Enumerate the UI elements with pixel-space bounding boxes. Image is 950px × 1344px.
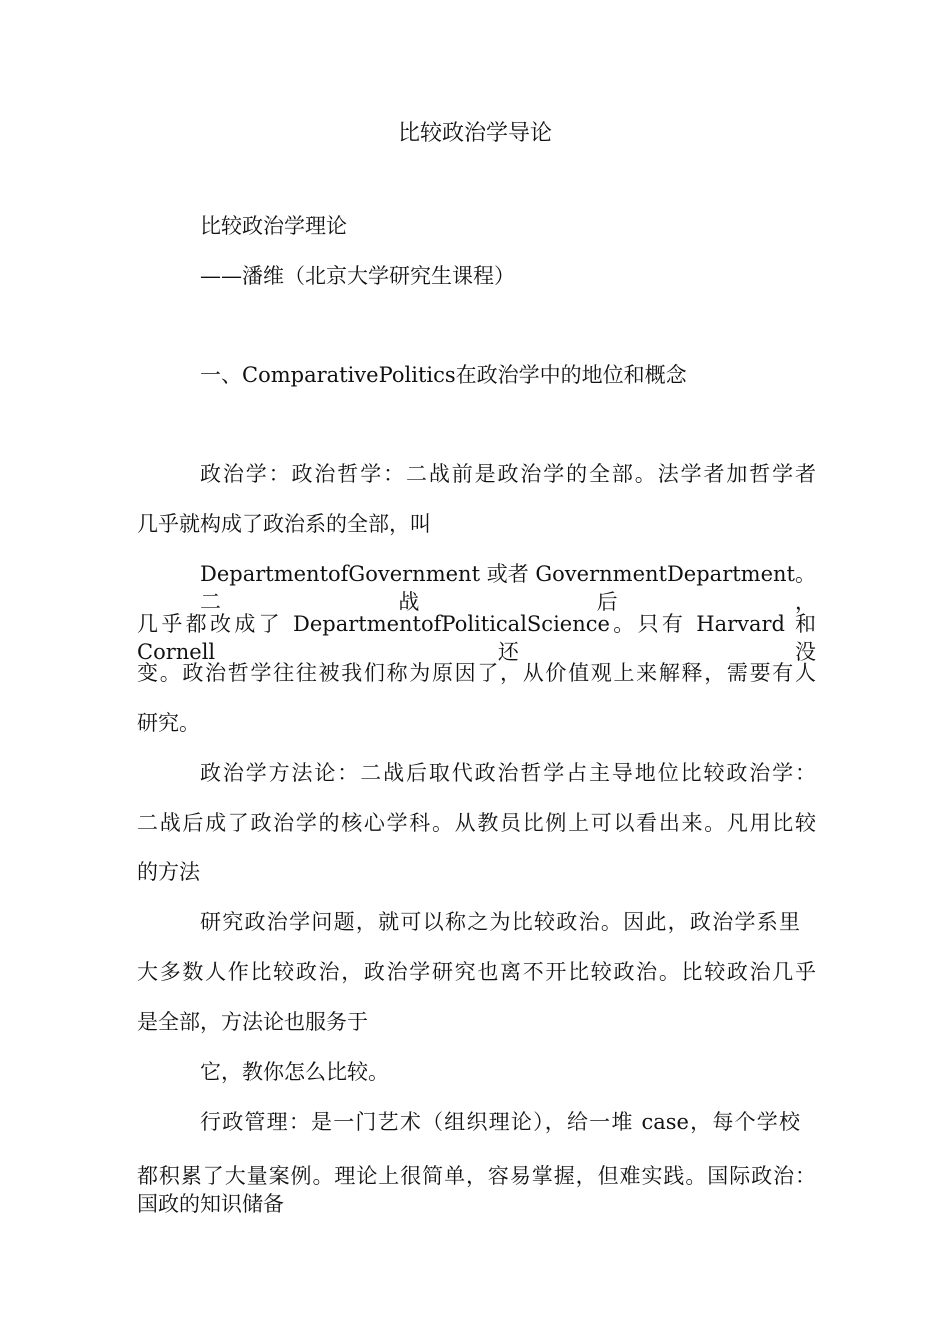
paragraph-line: 几乎就构成了政治系的全部，叫 (137, 512, 431, 536)
paragraph-line: 政治学：政治哲学：二战前是政治学的全部。法学者加哲学者 (200, 462, 816, 486)
paragraph-line: 变。政治哲学往往被我们称为原因了，从价值观上来解释，需要有人 (137, 661, 816, 685)
paragraph-line: 行政管理：是一门艺术（组织理论），给一堆 case，每个学校 (200, 1110, 800, 1134)
section-heading: 一、ComparativePolitics在政治学中的地位和概念 (200, 363, 687, 387)
paragraph-line: 政治学方法论：二战后取代政治哲学占主导地位比较政治学： (200, 761, 816, 785)
paragraph-line: 是全部，方法论也服务于 (137, 1010, 368, 1034)
paragraph-line: 研究。 (137, 711, 200, 735)
paragraph-line: 国政的知识储备 (137, 1192, 284, 1216)
paragraph-line: 几乎都改成了 DepartmentofPoliticalScience。只有 Harvard 和 Cornell 还没 (137, 612, 816, 664)
author-line: ——潘维（北京大学研究生课程） (200, 264, 515, 288)
document-title: 比较政治学导论 (397, 121, 552, 146)
paragraph-line: 大多数人作比较政治，政治学研究也离不开比较政治。比较政治几乎 (137, 960, 816, 984)
document-subtitle: 比较政治学理论 (200, 214, 347, 238)
paragraph-line: 都积累了大量案例。理论上很简单，容易掌握，但难实践。国际政治： (137, 1164, 816, 1188)
paragraph-line: 的方法 (137, 860, 200, 884)
paragraph-line: 研究政治学问题，就可以称之为比较政治。因此，政治学系里 (200, 910, 800, 934)
paragraph-line: 它，教你怎么比较。 (200, 1060, 389, 1084)
paragraph-line: 二战后成了政治学的核心学科。从教员比例上可以看出来。凡用比较 (137, 811, 816, 835)
paragraph-line: DepartmentofGovernment 或者 GovernmentDepartment。二战后， (200, 562, 816, 614)
